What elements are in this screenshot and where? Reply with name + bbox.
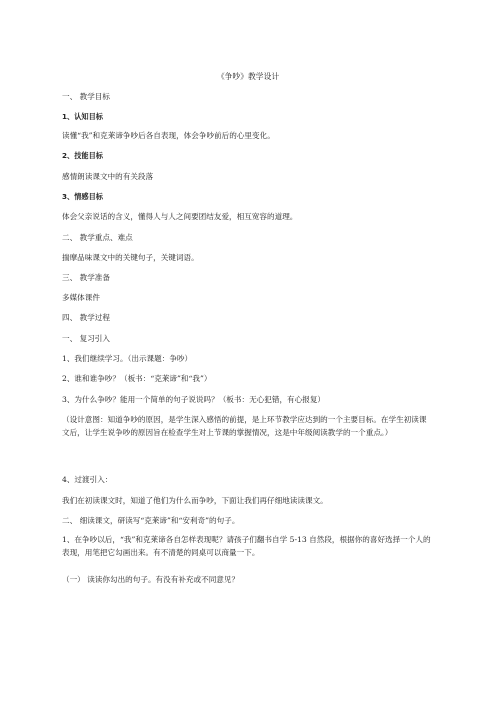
cognitive-text: 读懂“我”和克莱谛争吵后各自表现，体会争吵前后的心里变化。	[62, 131, 275, 140]
step-review-item-1: 1、我们继续学习。（出示课题：争吵）	[62, 354, 193, 363]
close-reading-item-1: 1、在争吵以后，“我”和克莱谛各自怎样表现呢？请孩子们翻书自学 5-13 自然段，根据你的喜好选择一个人的表现，用笔把它勾画出来。有不清楚的同桌可以商量一下。	[62, 535, 431, 557]
preparation-text: 多媒体课件	[62, 293, 100, 302]
keypoints-text: 揣摩品味课文中的关键句子，关键词语。	[62, 253, 199, 262]
step-review-item-3: 3、为什么争吵？能用一个简单的句子说说吗？（板书：无心犯错，有心报复）	[62, 395, 326, 404]
section-heading-process: 四、 教学过程	[62, 313, 110, 322]
step-review-item-4: 4、过渡引入：	[62, 475, 113, 484]
step-heading-review: 一、 复习引入	[62, 334, 110, 343]
section-heading-objectives: 一、 教学目标	[62, 92, 110, 101]
skill-text: 感情朗读课文中的有关段落	[62, 172, 154, 181]
transition-text: 我们在初读课文时，知道了他们为什么而争吵，下面让我们再仔细地读读课文。	[62, 496, 328, 505]
subheading-skill: 2、技能目标	[62, 151, 103, 160]
step-review-item-2: 2、谁和谁争吵？（板书：“克莱谛”和“我”）	[62, 374, 212, 383]
section-heading-keypoints: 二、 教学重点、难点	[62, 233, 133, 242]
close-reading-subitem-1: （一） 读读你勾出的句子。有没有补充或不同意见？	[62, 575, 240, 584]
design-note-paragraph: （设计意图：知道争吵的原因，是学生深入感悟的前提，是上环节教学应达到的一个主要目标。在学生初读课文后，让学生说争吵的原因旨在检查学生对上节课的掌握情况，这是中年级阅读教学的一个重点。）	[62, 415, 427, 437]
section-heading-preparation: 三、 教学准备	[62, 273, 110, 282]
step-heading-close-reading: 二、 细读课文，研读写“克莱谛”和“安利奇”的句子。	[62, 516, 240, 525]
emotion-text: 体会父亲说话的含义，懂得人与人之间要团结友爱，相互宽容的道理。	[62, 212, 298, 221]
subheading-emotion: 3、情感目标	[62, 192, 103, 201]
document-title: 《争吵》教学设计	[216, 72, 280, 81]
subheading-cognitive: 1、认知目标	[62, 112, 103, 121]
